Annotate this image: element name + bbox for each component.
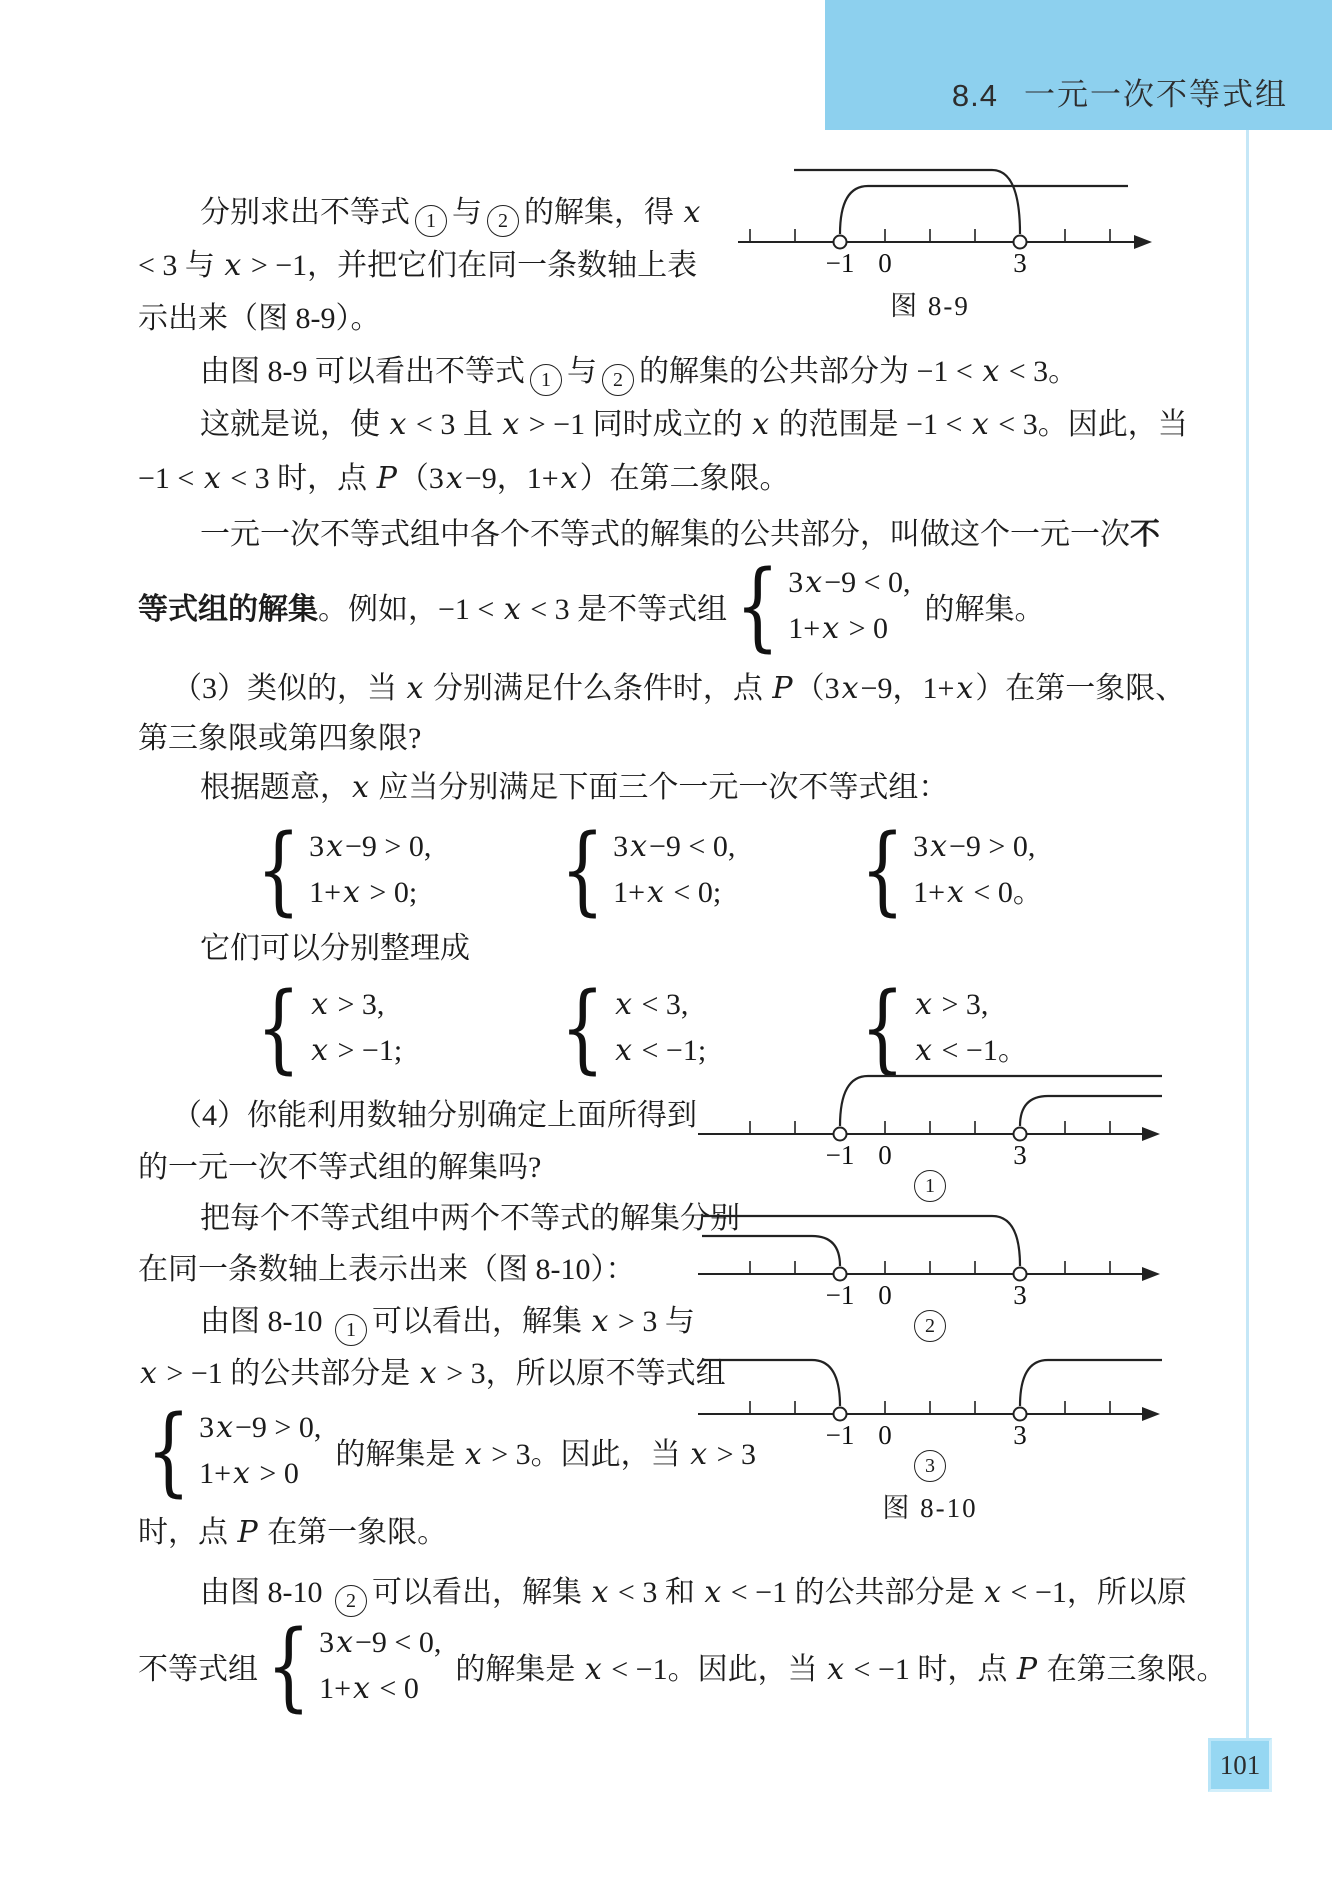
system-row: 3x−9 > 0, <box>309 829 432 864</box>
svg-text:0: 0 <box>878 1280 892 1308</box>
number-line-8-10-2 <box>690 1204 1170 1308</box>
system-row: x < 3, <box>615 987 689 1022</box>
text-line: 在同一条数轴上表示出来（图 8-10）： <box>138 1253 636 1286</box>
text-line: 这就是说，使 x < 3 且 x > −1 同时成立的 x 的范围是 −1 < x < 3。因此，当 <box>200 407 1188 442</box>
solution-curve-x-less-3 <box>702 1216 1020 1266</box>
text-line: 由图 8-10 2 可以看出，解集 x < 3 和 x < −1 的公共部分是 x < −1，所以原 <box>200 1572 1187 1617</box>
figure-caption: 图 8-10 <box>882 1493 978 1523</box>
text-segment: 等式组的解集。例如，−1 < x < 3 是不等式组 <box>138 592 728 627</box>
solution-curve-x-greater-3 <box>1020 1360 1162 1406</box>
brace-glyph: { <box>860 814 905 926</box>
text-line: 第三象限或第四象限? <box>138 722 422 755</box>
figure-8-10 <box>690 1064 1170 1525</box>
inequality-system-3 <box>852 814 1043 926</box>
system-row: x < −1。 <box>915 1033 1028 1068</box>
text-segment: 的解集。 <box>924 593 1045 626</box>
text-line: 一元一次不等式组中各个不等式的解集的公共部分，叫做这个一元一次不 <box>200 518 1160 551</box>
text-segment: 不等式组 <box>138 1653 258 1686</box>
inequality-system-example <box>727 550 911 662</box>
number-line-8-9 <box>690 150 1170 282</box>
text-segment: 的解集是 x < −1。因此，当 x < −1 时，点 P 在第三象限。 <box>455 1652 1227 1687</box>
svg-text:3: 3 <box>1013 1140 1027 1168</box>
system-row: 3x−9 < 0, <box>788 565 911 600</box>
text-line: （4）你能利用数轴分别确定上面所得到 <box>172 1099 697 1132</box>
text-line: 示出来（图 8-9）。 <box>138 302 381 335</box>
section-title: 一元一次不等式组 <box>1024 77 1288 112</box>
system-row: x > 3, <box>311 987 385 1022</box>
brace-glyph: { <box>266 1610 311 1722</box>
system-row: x < −1; <box>615 1033 707 1068</box>
system-row: 3x−9 < 0, <box>613 829 736 864</box>
axis-arrow <box>1142 1267 1160 1281</box>
svg-text:0: 0 <box>878 1420 892 1448</box>
system-row: 1+x < 0 <box>319 1671 419 1706</box>
diagram-number-3: 3 <box>914 1450 946 1482</box>
text-line-with-system <box>138 1394 757 1507</box>
brace-glyph: { <box>735 550 780 662</box>
brace-glyph: { <box>256 972 301 1084</box>
text-line: 把每个不等式组中两个不等式的解集分别 <box>200 1202 740 1235</box>
text-line: 的一元一次不等式组的解集吗? <box>138 1151 542 1184</box>
text-line: 根据题意，x 应当分别满足下面三个一元一次不等式组： <box>200 770 949 805</box>
system-row: 1+x > 0 <box>199 1455 299 1491</box>
svg-text:0: 0 <box>878 1140 892 1168</box>
solution-curve-x-greater-minus1 <box>840 186 1128 234</box>
inequality-system-recap-1 <box>138 1394 322 1507</box>
system-row: 1+x < 0; <box>613 875 722 910</box>
text-line: （3）类似的，当 x 分别满足什么条件时，点 P（3x−9，1+x）在第一象限、 <box>172 671 1186 706</box>
brace-glyph: { <box>146 1394 191 1507</box>
text-line: 它们可以分别整理成 <box>200 932 470 965</box>
number-line-8-10-3 <box>690 1344 1170 1448</box>
text-line: −1 < x < 3 时，点 P（3x−9，1+x）在第二象限。 <box>138 461 790 496</box>
section-number: 8.4 <box>951 78 998 113</box>
text-line: 分别求出不等式 1 与 2 的解集，得 x <box>200 192 702 237</box>
system-row: 3x−9 > 0, <box>913 829 1036 864</box>
diagram-number-2: 2 <box>914 1310 946 1342</box>
solution-curve-x-greater-3 <box>1020 1096 1162 1126</box>
open-circle-minus1 <box>834 1128 847 1141</box>
text-line: < 3 与 x > −1，并把它们在同一条数轴上表 <box>138 248 698 283</box>
svg-text:−1: −1 <box>825 1280 855 1308</box>
solution-curve-x-greater-minus1 <box>840 1076 1162 1126</box>
simplified-system-2 <box>552 972 707 1084</box>
open-circle-3 <box>1014 236 1027 249</box>
section-header-bar <box>825 0 1332 130</box>
open-circle-3 <box>1014 1128 1027 1141</box>
simplified-system-1 <box>248 972 403 1084</box>
margin-rule <box>1246 130 1249 1740</box>
inequality-system-2 <box>552 814 736 926</box>
system-row: 3x−9 > 0, <box>199 1409 322 1445</box>
brace-glyph: { <box>560 814 605 926</box>
inequality-system-recap-2 <box>258 1610 442 1722</box>
svg-text:3: 3 <box>1013 1280 1027 1308</box>
text-line-with-system <box>138 1612 1227 1720</box>
simplified-system-3 <box>852 972 1028 1084</box>
figure-caption: 图 8-9 <box>890 291 970 321</box>
text-line-with-system <box>138 552 1045 660</box>
diagram-number-1: 1 <box>914 1170 946 1202</box>
text-line: 时，点 P 在第一象限。 <box>138 1515 448 1550</box>
text-line: 由图 8-9 可以看出不等式 1 与 2 的解集的公共部分为 −1 < x < 3。 <box>200 351 1078 396</box>
number-line-8-10-1 <box>690 1064 1170 1168</box>
system-row: x > −1; <box>311 1033 403 1068</box>
open-circle-minus1 <box>834 236 847 249</box>
axis-arrow <box>1134 235 1152 249</box>
open-circle-3 <box>1014 1408 1027 1421</box>
brace-glyph: { <box>256 814 301 926</box>
solution-curve-x-less-3 <box>794 170 1020 234</box>
svg-text:−1: −1 <box>825 1420 855 1448</box>
system-row: x > 3, <box>915 987 989 1022</box>
open-circle-minus1 <box>834 1408 847 1421</box>
solution-curve-x-less-minus1 <box>702 1236 840 1266</box>
axis-arrow <box>1142 1407 1160 1421</box>
page-number: 101 <box>1208 1738 1272 1792</box>
system-row: 1+x > 0; <box>309 875 418 910</box>
open-circle-3 <box>1014 1268 1027 1281</box>
text-line: x > −1 的公共部分是 x > 3，所以原不等式组 <box>140 1356 726 1391</box>
svg-text:−1: −1 <box>825 248 855 278</box>
brace-glyph: { <box>860 972 905 1084</box>
open-circle-minus1 <box>834 1268 847 1281</box>
text-line: 由图 8-10 1 可以看出，解集 x > 3 与 <box>200 1301 695 1346</box>
system-row: 1+x < 0。 <box>913 875 1043 910</box>
brace-glyph: { <box>560 972 605 1084</box>
axis-arrow <box>1142 1127 1160 1141</box>
svg-text:0: 0 <box>878 248 892 278</box>
svg-text:3: 3 <box>1013 1420 1027 1448</box>
text-segment: 的解集是 x > 3。因此，当 x > 3 <box>335 1436 757 1472</box>
system-row: 1+x > 0 <box>788 611 889 646</box>
svg-text:−1: −1 <box>825 1140 855 1168</box>
svg-text:3: 3 <box>1013 248 1027 278</box>
system-row: 3x−9 < 0, <box>319 1625 442 1660</box>
figure-8-9 <box>690 150 1170 323</box>
inequality-system-1 <box>248 814 432 926</box>
solution-curve-x-less-minus1 <box>702 1360 840 1406</box>
